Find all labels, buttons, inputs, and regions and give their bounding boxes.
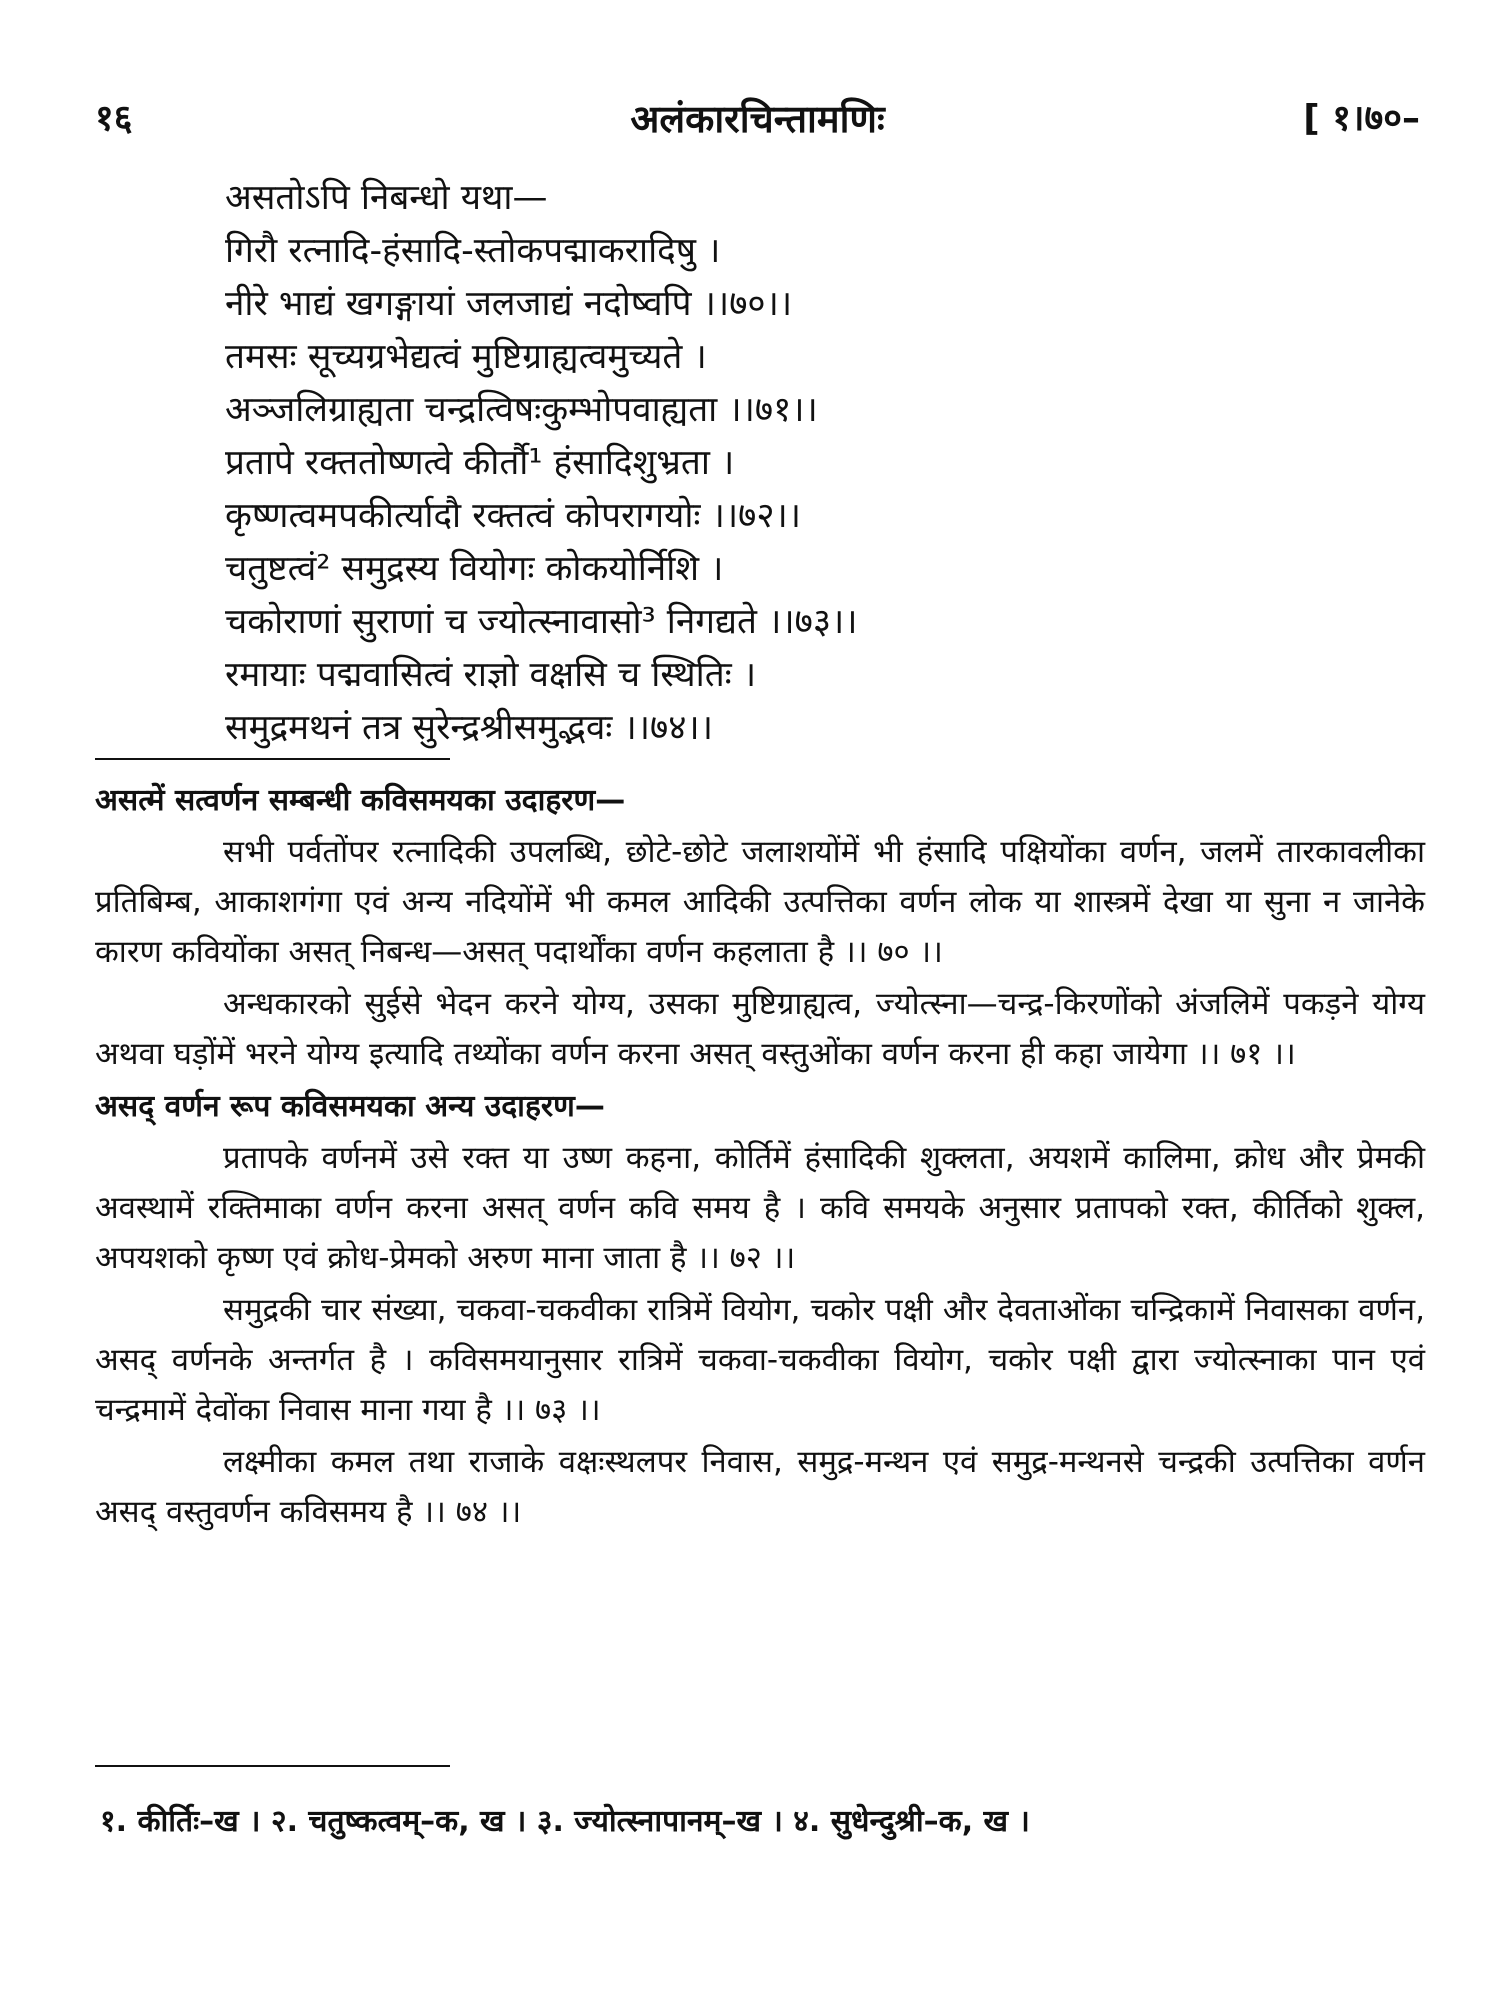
verse-line: तमसः सूच्यग्रभेद्यत्वं मुष्टिग्राह्यत्वमुच्यते । [225,337,707,377]
commentary-paragraph-72: प्रतापके वर्णनमें उसे रक्त या उष्ण कहना, कोर्तिमें हंसादिकी शुक्लता, अयशमें कालिमा, क्रोध और प्रेमकी अवस्थामें रक्तिमाका वर्णन करना असत् वर्णन कवि समय है । कवि समयके अनुसार प्रतापको रक्त, कीर्तिको शुक्ल, अपयशको कृष्ण एवं क्रोध-प्रेमको अरुण माना जाता है ।। ७२ ।। [95,1140,1425,1276]
hindi-commentary [95,775,1425,1539]
verse-line: गिरौ रत्नादि-हंसादि-स्तोकपद्माकरादिषु । [225,231,721,271]
verse-line: समुद्रमथनं तत्र सुरेन्द्रश्रीसमुद्भवः ।।७४।। [225,708,713,748]
running-header [95,92,1420,142]
commentary-paragraph-70: सभी पर्वतोंपर रत्नादिकी उपलब्धि, छोटे-छोटे जलाशयोंमें भी हंसादि पक्षियोंका वर्णन, जलमें तारकावलीका प्रतिबिम्ब, आकाशगंगा एवं अन्य नदियोंमें भी कमल आदिकी उत्पत्तिका वर्णन लोक या शास्त्रमें देखा या सुना न जानेके कारण कवियोंका असत् निबन्ध—असत् पदार्थोंका वर्णन कहलाता है ।। ७० ।। [95,834,1425,970]
verse-line: चतुष्टत्वं² समुद्रस्य वियोगः कोकयोर्निशि । [225,549,724,589]
commentary-heading: असद् वर्णन रूप कविसमयका अन्य उदाहरण— [95,1089,605,1124]
page-number: १६ [95,98,133,139]
verse-line: अञ्जलिग्राह्यता चन्द्रत्विषःकुम्भोपवाह्यता ।।७१।। [225,390,818,430]
verse-line: चकोराणां सुराणां च ज्योत्स्नावासो³ निगद्यते ।।७३।। [225,602,858,642]
divider-rule [95,758,450,760]
sanskrit-verses [225,172,1425,755]
verse-line: प्रतापे रक्ततोष्णत्वे कीर्तौ¹ हंसादिशुभ्रता । [225,443,735,483]
footnote-divider [95,1765,450,1767]
section-reference: [ १।७०– [1303,98,1420,139]
running-title: अलंकारचिन्तामणिः [630,97,885,141]
commentary-paragraph-74: लक्ष्मीका कमल तथा राजाके वक्षःस्थलपर निवास, समुद्र-मन्थन एवं समुद्र-मन्थनसे चन्द्रकी उत्पत्तिका वर्णन असद् वस्तुवर्णन कविसमय है ।। ७४ ।। [95,1444,1425,1530]
commentary-heading: असत्में सत्वर्णन सम्बन्धी कविसमयका उदाहरण— [95,783,626,818]
commentary-paragraph-73: समुद्रकी चार संख्या, चकवा-चकवीका रात्रिमें वियोग, चकोर पक्षी और देवताओंका चन्द्रिकामें निवासका वर्णन, असद् वर्णनके अन्तर्गत है । कविसमयानुसार रात्रिमें चकवा-चकवीका वियोग, चकोर पक्षी द्वारा ज्योत्स्नाका पान एवं चन्द्रमामें देवोंका निवास माना गया है ।। ७३ ।। [95,1292,1425,1428]
verse-line: रमायाः पद्मवासित्वं राज्ञो वक्षसि च स्थितिः । [225,655,757,695]
verse-line: कृष्णत्वमपकीर्त्यादौ रक्तत्वं कोपरागयोः ।।७२।। [225,496,802,536]
verse-line: नीरे भाद्यं खगङ्गायां जलजाद्यं नदोष्वपि ।।७०।। [225,284,793,324]
commentary-paragraph-71: अन्धकारको सुईसे भेदन करने योग्य, उसका मुष्टिग्राह्यत्व, ज्योत्स्ना—चन्द्र-किरणोंको अंजलिमें पकड़ने योग्य अथवा घड़ोंमें भरने योग्य इत्यादि तथ्योंका वर्णन करना असत् वस्तुओंका वर्णन करना ही कहा जायेगा ।। ७१ ।। [95,986,1425,1072]
footnotes: १. कीर्तिः–ख । २. चतुष्कत्वम्–क, ख । ३. ज्योत्स्नापानम्–ख । ४. सुधेन्दुश्री–क, ख । [100,1804,1030,1839]
verse-intro-line: असतोऽपि निबन्धो यथा— [225,178,548,218]
